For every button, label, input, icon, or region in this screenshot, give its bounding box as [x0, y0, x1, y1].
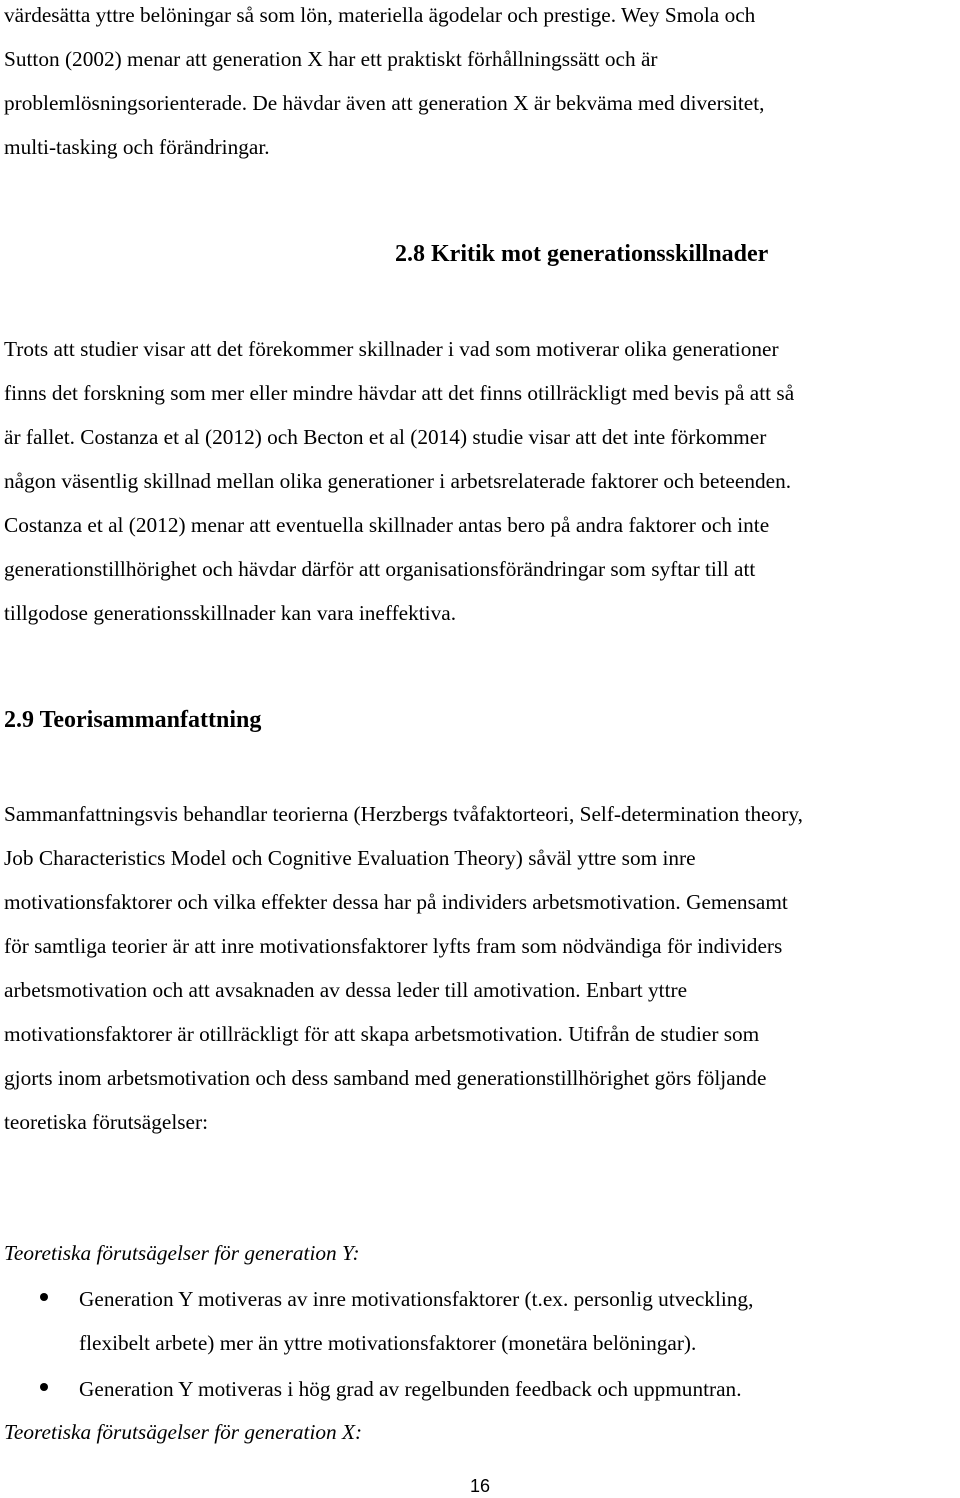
predictions-y-label: Teoretiska förutsägelser för generation Y:: [4, 1241, 360, 1265]
paragraph-line: motivationsfaktorer och vilka effekter dessa har på individers arbetsmotivation. Gemensamt: [4, 890, 788, 914]
list-item-line: flexibelt arbete) mer än yttre motivationsfaktorer (monetära belöningar).: [79, 1331, 697, 1355]
list-item-line: Generation Y motiveras av inre motivationsfaktorer (t.ex. personlig utveckling,: [79, 1287, 754, 1311]
paragraph-line: teoretiska förutsägelser:: [4, 1110, 209, 1134]
paragraph-line: arbetsmotivation och att avsaknaden av dessa leder till amotivation. Enbart yttre: [4, 978, 688, 1002]
paragraph-line: Trots att studier visar att det förekommer skillnader i vad som motiverar olika generationer: [4, 337, 779, 361]
bullet-icon: [40, 1383, 48, 1391]
predictions-x-label: Teoretiska förutsägelser för generation X:: [4, 1420, 363, 1444]
bullet-icon: [40, 1293, 48, 1301]
page-number: 16: [469, 1476, 491, 1496]
intro-line-3: problemlösningsorienterade. De hävdar även att generation X är bekväma med diversitet,: [4, 91, 765, 115]
intro-line-4: multi-tasking och förändringar.: [4, 135, 270, 159]
list-item-line: Generation Y motiveras i hög grad av regelbunden feedback och uppmuntran.: [79, 1377, 742, 1401]
intro-line-1: värdesätta yttre belöningar så som lön, materiella ägodelar och prestige. Wey Smola och: [4, 3, 756, 27]
intro-line-2: Sutton (2002) menar att generation X har ett praktiskt förhållningssätt och är: [4, 47, 658, 71]
paragraph-line: Costanza et al (2012) menar att eventuella skillnader antas bero på andra faktorer och inte: [4, 513, 770, 537]
paragraph-line: någon väsentlig skillnad mellan olika generationer i arbetsrelaterade faktorer och beteenden.: [4, 469, 792, 493]
paragraph-line: är fallet. Costanza et al (2012) och Becton et al (2014) studie visar att det inte förkommer: [4, 425, 767, 449]
paragraph-line: Sammanfattningsvis behandlar teorierna (Herzbergs tvåfaktorteori, Self-determination theory,: [4, 802, 803, 826]
paragraph-line: gjorts inom arbetsmotivation och dess samband med generationstillhörighet görs följande: [4, 1066, 767, 1090]
paragraph-line: generationstillhörighet och hävdar därför att organisationsförändringar som syftar till att: [4, 557, 756, 581]
paragraph-line: finns det forskning som mer eller mindre hävdar att det finns otillräckligt med bevis på att så: [4, 381, 795, 405]
paragraph-line: motivationsfaktorer är otillräckligt för att skapa arbetsmotivation. Utifrån de studier som: [4, 1022, 760, 1046]
paragraph-line: tillgodose generationsskillnader kan vara ineffektiva.: [4, 601, 457, 625]
section-heading-2-9: 2.9 Teorisammanfattning: [4, 707, 262, 733]
paragraph-line: Job Characteristics Model och Cognitive Evaluation Theory) såväl yttre som inre: [4, 846, 696, 870]
section-heading-2-8: 2.8 Kritik mot generationsskillnader: [395, 241, 769, 267]
paragraph-line: för samtliga teorier är att inre motivationsfaktorer lyfts fram som nödvändiga för individers: [4, 934, 783, 958]
